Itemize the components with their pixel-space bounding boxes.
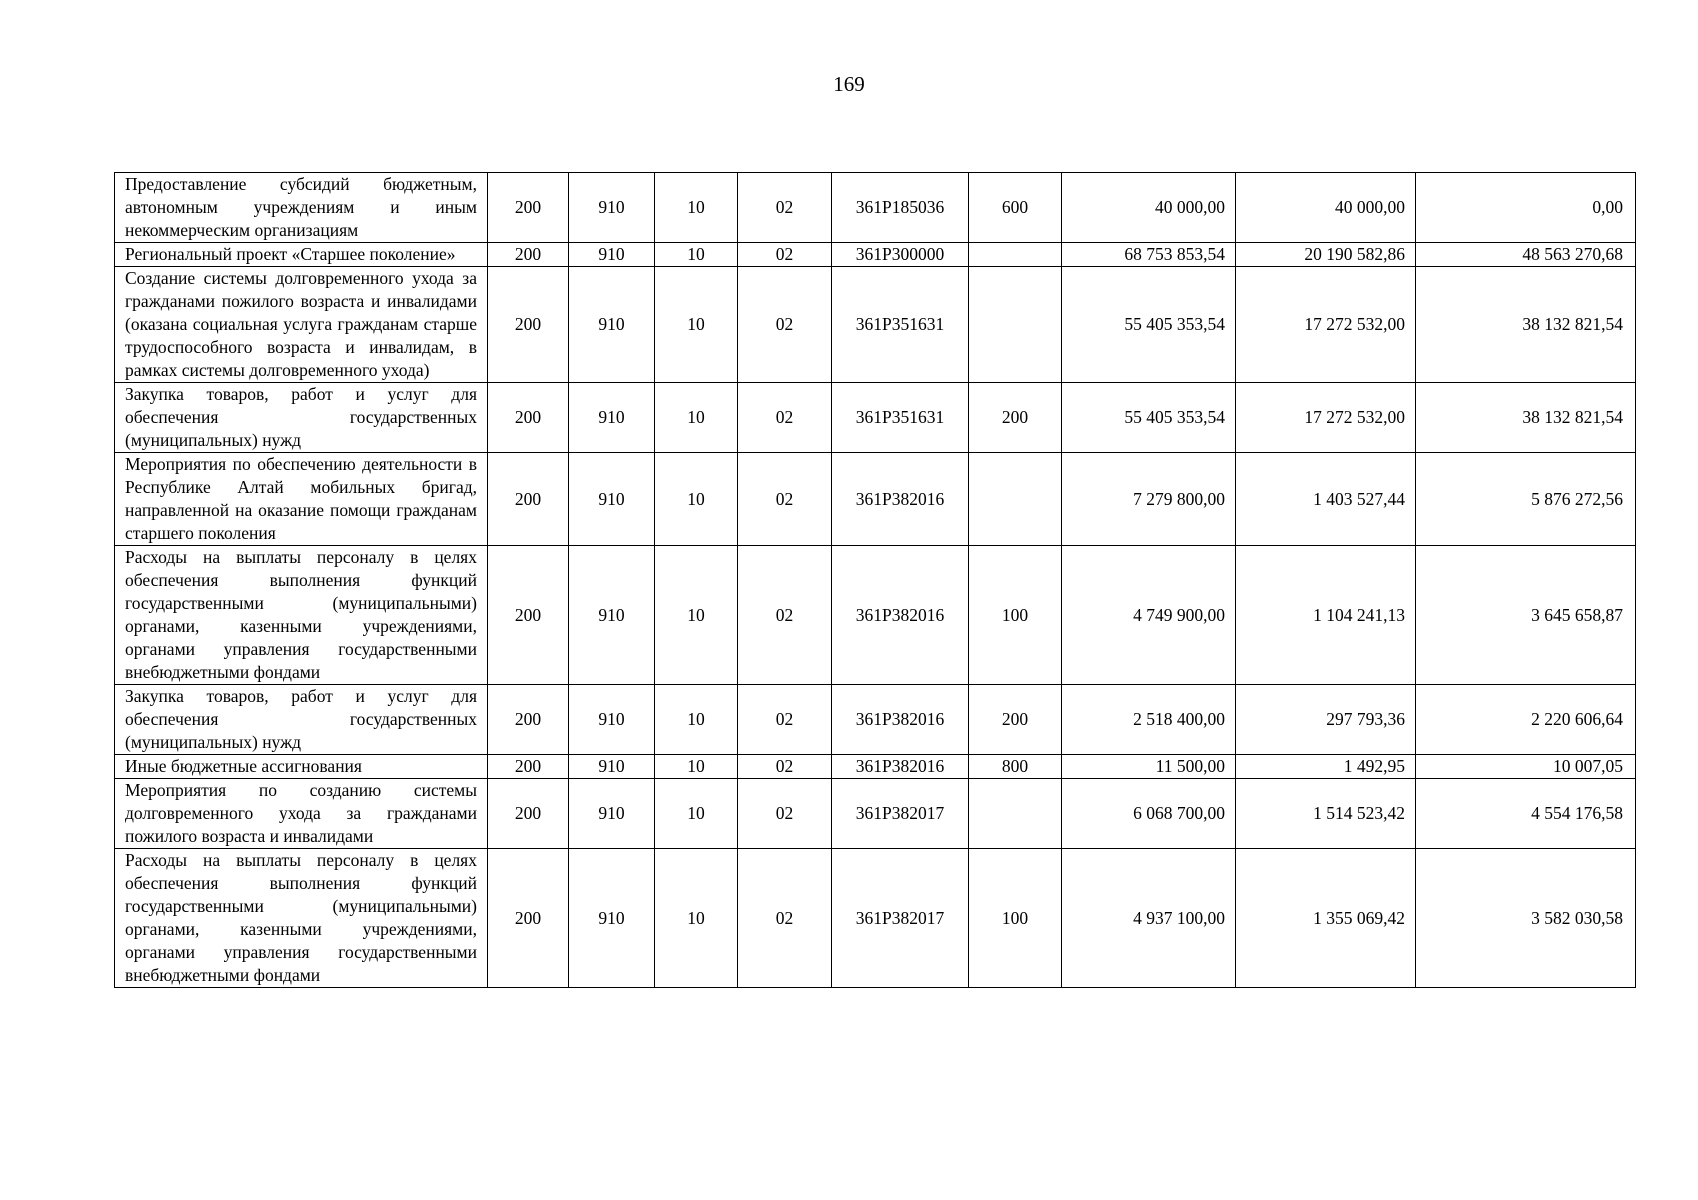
remaining-amount: 2 220 606,64 — [1416, 685, 1636, 755]
expense-name: Расходы на выплаты персоналу в целях обеспечения выполнения функций государственными (муниципальными) органами, казенными учреждениями, органами управления государственными внебюджетными фондами — [115, 546, 488, 685]
table-row — [115, 685, 1636, 755]
expense-name: Предоставление субсидий бюджетным, автономным учреждениям и иным некоммерческим организациям — [115, 173, 488, 243]
code-1: 200 — [488, 173, 569, 243]
code-2: 910 — [569, 453, 655, 546]
budget-table — [114, 172, 1636, 988]
subsection-code: 02 — [738, 779, 832, 849]
expense-type-code: 800 — [969, 755, 1062, 779]
code-2: 910 — [569, 243, 655, 267]
section-code: 10 — [655, 546, 738, 685]
table-row — [115, 453, 1636, 546]
executed-amount: 40 000,00 — [1236, 173, 1416, 243]
code-1: 200 — [488, 849, 569, 988]
remaining-amount: 48 563 270,68 — [1416, 243, 1636, 267]
code-2: 910 — [569, 173, 655, 243]
code-1: 200 — [488, 267, 569, 383]
subsection-code: 02 — [738, 849, 832, 988]
executed-amount: 1 492,95 — [1236, 755, 1416, 779]
executed-amount: 20 190 582,86 — [1236, 243, 1416, 267]
remaining-amount: 10 007,05 — [1416, 755, 1636, 779]
table-row — [115, 173, 1636, 243]
remaining-amount: 3 582 030,58 — [1416, 849, 1636, 988]
executed-amount: 297 793,36 — [1236, 685, 1416, 755]
subsection-code: 02 — [738, 243, 832, 267]
subsection-code: 02 — [738, 546, 832, 685]
section-code: 10 — [655, 453, 738, 546]
remaining-amount: 3 645 658,87 — [1416, 546, 1636, 685]
planned-amount: 11 500,00 — [1062, 755, 1236, 779]
target-article-code: 361Р382017 — [832, 849, 969, 988]
target-article-code: 361Р185036 — [832, 173, 969, 243]
code-1: 200 — [488, 685, 569, 755]
subsection-code: 02 — [738, 173, 832, 243]
table-row — [115, 243, 1636, 267]
subsection-code: 02 — [738, 755, 832, 779]
code-2: 910 — [569, 383, 655, 453]
planned-amount: 2 518 400,00 — [1062, 685, 1236, 755]
subsection-code: 02 — [738, 685, 832, 755]
planned-amount: 7 279 800,00 — [1062, 453, 1236, 546]
remaining-amount: 38 132 821,54 — [1416, 267, 1636, 383]
code-2: 910 — [569, 779, 655, 849]
target-article-code: 361Р382016 — [832, 755, 969, 779]
remaining-amount: 38 132 821,54 — [1416, 383, 1636, 453]
code-2: 910 — [569, 546, 655, 685]
expense-type-code: 100 — [969, 849, 1062, 988]
section-code: 10 — [655, 383, 738, 453]
expense-type-code: 200 — [969, 383, 1062, 453]
section-code: 10 — [655, 685, 738, 755]
remaining-amount: 4 554 176,58 — [1416, 779, 1636, 849]
subsection-code: 02 — [738, 383, 832, 453]
code-1: 200 — [488, 546, 569, 685]
expense-type-code — [969, 779, 1062, 849]
subsection-code: 02 — [738, 453, 832, 546]
target-article-code: 361Р351631 — [832, 267, 969, 383]
planned-amount: 40 000,00 — [1062, 173, 1236, 243]
table-row — [115, 779, 1636, 849]
planned-amount: 55 405 353,54 — [1062, 383, 1236, 453]
expense-name: Закупка товаров, работ и услуг для обеспечения государственных (муниципальных) нужд — [115, 685, 488, 755]
expense-name: Региональный проект «Старшее поколение» — [115, 243, 488, 267]
planned-amount: 55 405 353,54 — [1062, 267, 1236, 383]
section-code: 10 — [655, 267, 738, 383]
expense-type-code — [969, 453, 1062, 546]
expense-type-code: 600 — [969, 173, 1062, 243]
table-row — [115, 849, 1636, 988]
table-row — [115, 546, 1636, 685]
executed-amount: 1 355 069,42 — [1236, 849, 1416, 988]
code-2: 910 — [569, 755, 655, 779]
expense-type-code: 200 — [969, 685, 1062, 755]
subsection-code: 02 — [738, 267, 832, 383]
section-code: 10 — [655, 755, 738, 779]
expense-name: Закупка товаров, работ и услуг для обеспечения государственных (муниципальных) нужд — [115, 383, 488, 453]
section-code: 10 — [655, 849, 738, 988]
expense-type-code — [969, 267, 1062, 383]
expense-name: Мероприятия по обеспечению деятельности в Республике Алтай мобильных бригад, направленной на оказание помощи гражданам старшего поколения — [115, 453, 488, 546]
executed-amount: 17 272 532,00 — [1236, 383, 1416, 453]
code-2: 910 — [569, 685, 655, 755]
target-article-code: 361Р300000 — [832, 243, 969, 267]
section-code: 10 — [655, 243, 738, 267]
code-2: 910 — [569, 267, 655, 383]
code-1: 200 — [488, 383, 569, 453]
code-1: 200 — [488, 453, 569, 546]
code-1: 200 — [488, 755, 569, 779]
target-article-code: 361Р382016 — [832, 546, 969, 685]
target-article-code: 361Р351631 — [832, 383, 969, 453]
target-article-code: 361Р382016 — [832, 685, 969, 755]
remaining-amount: 0,00 — [1416, 173, 1636, 243]
table-row — [115, 267, 1636, 383]
planned-amount: 68 753 853,54 — [1062, 243, 1236, 267]
expense-name: Иные бюджетные ассигнования — [115, 755, 488, 779]
planned-amount: 4 937 100,00 — [1062, 849, 1236, 988]
code-1: 200 — [488, 243, 569, 267]
executed-amount: 17 272 532,00 — [1236, 267, 1416, 383]
planned-amount: 4 749 900,00 — [1062, 546, 1236, 685]
table-row — [115, 755, 1636, 779]
page-number: 169 — [833, 72, 865, 96]
section-code: 10 — [655, 779, 738, 849]
executed-amount: 1 514 523,42 — [1236, 779, 1416, 849]
remaining-amount: 5 876 272,56 — [1416, 453, 1636, 546]
expense-type-code — [969, 243, 1062, 267]
expense-name: Расходы на выплаты персоналу в целях обеспечения выполнения функций государственными (муниципальными) органами, казенными учреждениями, органами управления государственными внебюджетными фондами — [115, 849, 488, 988]
section-code: 10 — [655, 173, 738, 243]
executed-amount: 1 403 527,44 — [1236, 453, 1416, 546]
planned-amount: 6 068 700,00 — [1062, 779, 1236, 849]
table-row — [115, 383, 1636, 453]
expense-name: Мероприятия по созданию системы долговременного ухода за гражданами пожилого возраста и инвалидами — [115, 779, 488, 849]
expense-name: Создание системы долговременного ухода за гражданами пожилого возраста и инвалидами (оказана социальная услуга гражданам старше трудоспособного возраста и инвалидам, в рамках системы долговременного ухода) — [115, 267, 488, 383]
code-2: 910 — [569, 849, 655, 988]
code-1: 200 — [488, 779, 569, 849]
executed-amount: 1 104 241,13 — [1236, 546, 1416, 685]
expense-type-code: 100 — [969, 546, 1062, 685]
target-article-code: 361Р382016 — [832, 453, 969, 546]
target-article-code: 361Р382017 — [832, 779, 969, 849]
